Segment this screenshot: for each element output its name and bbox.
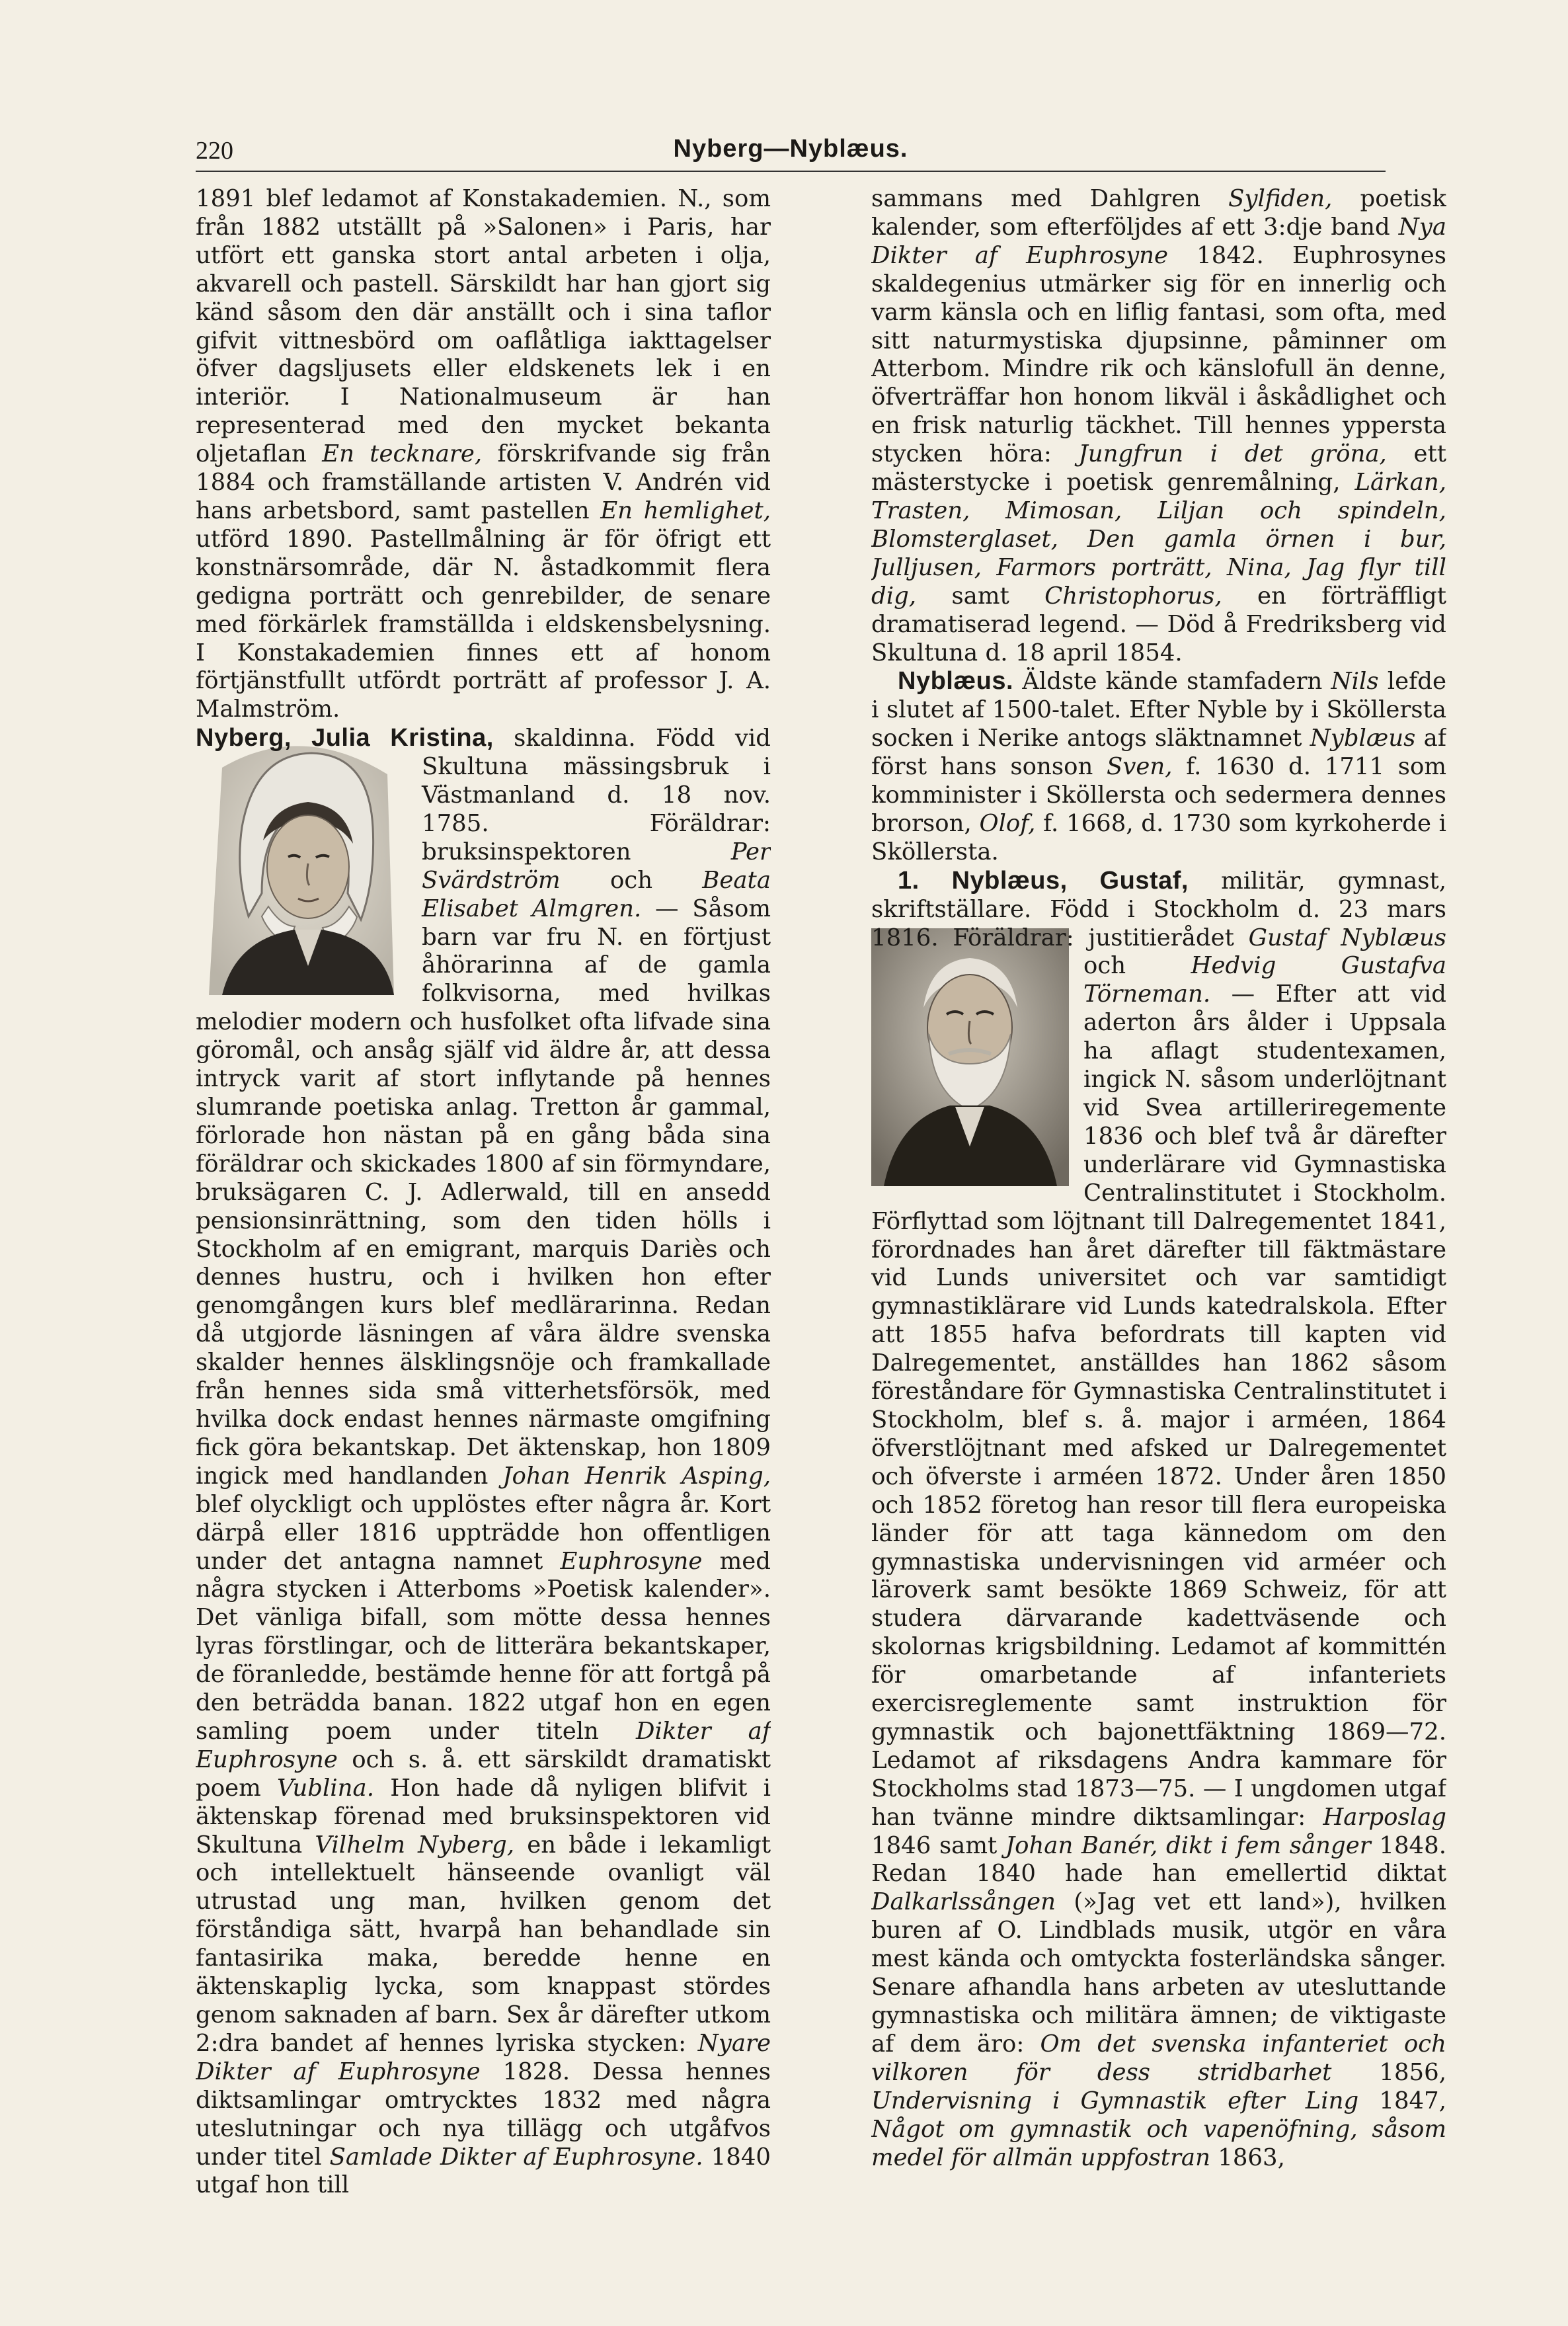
headword-nyberg-julia: Nyberg, Julia Kristina,: [196, 724, 494, 752]
portrait-gustaf-nyblaeus: [871, 928, 1069, 1186]
entry-number: 1.: [898, 866, 952, 895]
page-header: [196, 132, 1386, 175]
left-column: [196, 185, 771, 2241]
header-rule: [196, 171, 1386, 172]
entry-nyblaeus-gustaf: 1. Nyblæus, Gustaf, militär, gymnast, skriftställare. Född i Stockholm d. 23 mars 1816. Föräldrar: justitierådet Gustaf Nyblæus och Hedvig Gustafva Törneman. — Efter att vid aderton års ålder i Uppsala ha aflagt studentexamen, ingick N. såsom underlöjtnant vid Svea artilleriregemente 1836 och blef två år därefter underlärare vid Gymnastiska Centralinstitutet i Stockholm. Förflyttad som löjtnant till Dalregementet 1841, förordnades han året därefter till fäktmästare vid Lunds universitet och var samtidigt gymnastiklärare vid Lunds katedralskola. Efter att 1855 hafva befordrats till kapten vid Dalregementet, anställdes han 1862 såsom föreståndare för Gymnastiska Centralinstitutet i Stockholm, blef s. å. major i arméen, 1864 öfverstlöjtnant med afsked ur Dalregementet och öfverste i arméen 1872. Under åren 1850 och 1852 företog han resor till flera europeiska länder för att taga kännedom om den gymnastiska undervisningen vid arméer och läroverk samt besökte 1869 Schweiz, för att studera därvarande kadettväsende och skolornas krigsbildning. Ledamot af kommittén för omarbetande af infanteriets exercisreglemente samt instruktion för gymnastik och bajonettfäktning 1869—72. Ledamot af riksdagens Andra kammare för Stockholms stad 1873—75. — I ungdomen utgaf han tvänne mindre diktsamlingar: Harposlag 1846 samt Johan Banér, dikt i fem sånger 1848. Redan 1840 hade han emellertid diktat Dalkarlssången (»Jag vet ett land»), hvilken buren af O. Lindblads musik, utgör en våra mest kända och omtyckta fosterländska sånger. Senare afhandla hans arbeten av utesluttande gymnastiska och militära ämnen; de viktigaste af dem äro: Om det svenska infanteriet och vilkoren för dess stridbarhet 1856, Undervisning i Gymnastik efter Ling 1847, Något om gymnastik och vapenöfning, såsom medel för allmän uppfostran 1863,: [871, 866, 1446, 2171]
entry-nyberg-continued: 1891 blef ledamot af Konstakademien. N., som från 1882 utställt på »Salonen» i Paris, har utfört ett ganska stort antal arbeten i olja, akvarell och pastell. Särskildt har han gjort sig känd såsom den där anställt och i sina taflor gifvit vittnesbörd om oaflåtliga iakttagelser öfver dagsljusets eller eldskenets lek i en interiör. I Nationalmuseum är han representerad med den mycket bekanta oljetaflan En tecknare, förskrifvande sig från 1884 och framställande artisten V. Andrén vid hans arbetsbord, samt pastellen En hemlighet, utförd 1890. Pastellmålning är för öfrigt ett konstnärsområde, där N. åstadkommit flera gedigna porträtt och genrebilder, de senare med förkärlek framställda i eldskensbelysning. I Konstakademien finnes ett af honom förtjänstfullt utfördt porträtt af professor J. A. Malmström.: [196, 185, 771, 723]
entry-nyberg-julia: Nyberg, Julia Kristina, skaldinna. Född vid Skultuna mässingsbruk i Västmanland d. 18 nov. 1785. Föräldrar: bruksinspektoren Per Svärdström och Beata Elisabet Almgren. — Såsom barn var fru N. en förtjust åhörarinna af de gamla folkvisorna, med hvilkas melodier modern och husfolket ofta lifvade sina göromål, och ansåg själf vid äldre år, att dessa intryck varit af stort inflytande på hennes slumrande poetiska anlag. Tretton år gammal, förlorade hon nästan på en gång båda sina föräldrar och skickades 1800 af sin förmyndare, bruksägaren C. J. Adlerwald, till en ansedd pensionsinrättning, som den tiden hölls i Stockholm af en emigrant, marquis Dariès och dennes hustru, och i hvilken hon efter genomgången kurs blef medlärarinna. Redan då utgjorde läsningen af våra äldre svenska skalder hennes älsklingsnöje och framkallade från hennes sida små vitterhetsförsök, med hvilka dock endast hennes närmaste omgifning fick göra bekantskap. Det äktenskap, hon 1809 ingick med handlanden Johan Henrik Asping, blef olyckligt och upplöstes efter några år. Kort därpå eller 1816 uppträdde hon offentligen under det antagna namnet Euphrosyne med några stycken i Atterboms »Poetisk kalender». Det vänliga bifall, som mötte dessa hennes lyras förstlingar, och de litterära bekantskaper, de föranledde, bestämde henne för att fortgå på den beträdda banan. 1822 utgaf hon en egen samling poem under titeln Dikter af Euphrosyne och s. å. ett särskildt dramatiskt poem Vublina. Hon hade då nyligen blifvit i äktenskap förenad med bruksinspektoren vid Skultuna Vilhelm Nyberg, en både i lekamligt och intellektuelt hänseende ovanligt väl utrustad ung man, hvilken genom det förståndiga sätt, hvarpå han behandlade sin fantasirika maka, beredde henne en äktenskaplig lycka, som knappast stördes genom saknaden af barn. Sex år därefter utkom 2:dra bandet af hennes lyriska stycken: Nyare Dikter af Euphrosyne 1828. Dessa hennes diktsamlingar omtrycktes 1832 med några uteslutningar och nya tillägg och utgåfvos under titel Samlade Dikter af Euphrosyne. 1840 utgaf hon till: [196, 724, 771, 2199]
portrait-julia-nyberg: [196, 728, 407, 995]
entry-nyberg-julia-continued: sammans med Dahlgren Sylfiden, poetisk kalender, som efterföljdes af ett 3:dje band Nya Dikter af Euphrosyne 1842. Euphrosynes skaldegenius utmärker sig för en innerlig och varm känsla och en liflig fantasi, som ofta, med sitt naturmystiska djupsinne, påminner om Atterbom. Mindre rik och känslofull än denne, öfverträffar hon honom likväl i åskådlighet och en frisk naturlig täckhet. Till hennes yppersta stycken höra: Jungfrun i det gröna, ett mästerstycke i poetisk genremålning, Lärkan, Trasten, Mimosan, Liljan och spindeln, Blomsterglaset, Den gamla örnen i bur, Julljusen, Farmors porträtt, Nina, Jag flyr till dig, samt Christophorus, en förträffligt dramatiserad legend. — Död å Fredriksberg vid Skultuna d. 18 april 1854.: [871, 185, 1446, 666]
right-column: [871, 185, 1446, 2241]
headword-nyblaeus-gustaf: Nyblæus, Gustaf,: [951, 866, 1189, 895]
headword-nyblaeus: Nyblæus.: [898, 667, 1014, 696]
running-head: Nyberg—Nyblæus.: [673, 135, 908, 163]
entry-nyblaeus-family: Nyblæus. Äldste kände stamfadern Nils lefde i slutet af 1500-talet. Efter Nyble by i Sköllersta socken i Nerike antogs släktnamnet Nyblæus af först hans sonson Sven, f. 1630 d. 1711 som komminister i Sköllersta och sedermera dennes brorson, Olof, f. 1668, d. 1730 som kyrkoherde i Sköllersta.: [871, 667, 1446, 865]
page-number: 220: [196, 137, 233, 165]
